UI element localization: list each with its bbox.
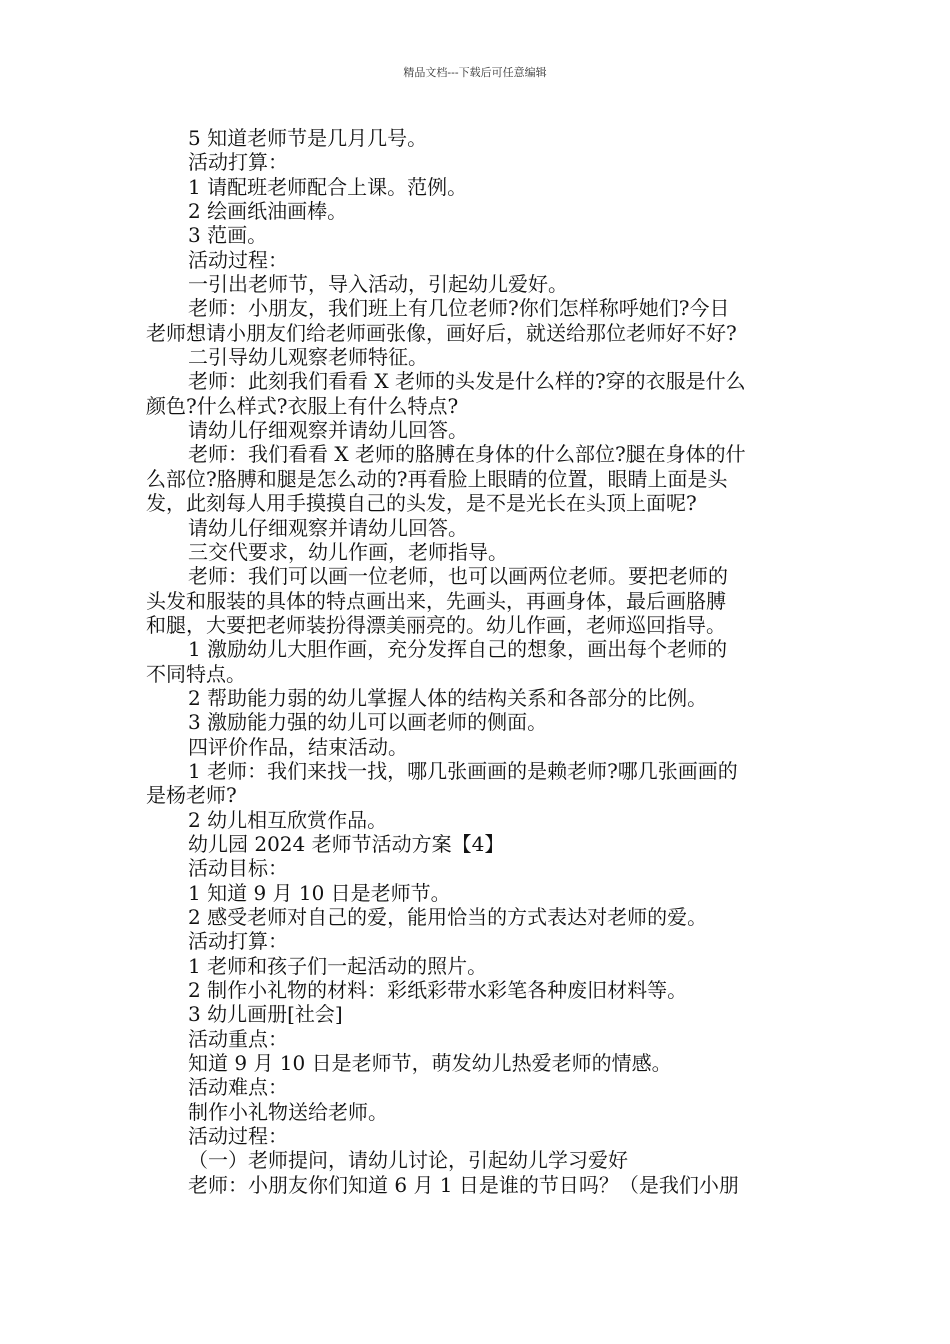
- text-line: 老师：我们看看 X 老师的胳膊在身体的什么部位?腿在身体的什: [188, 442, 746, 467]
- text-line: 请幼儿仔细观察并请幼儿回答。: [188, 515, 468, 540]
- text-line: 发，此刻每人用手摸摸自己的头发，是不是光长在头顶上面呢?: [146, 491, 697, 516]
- text-line: 老师想请小朋友们给老师画张像，画好后，就送给那位老师好不好?: [146, 320, 737, 345]
- text-line: 头发和服装的具体的特点画出来，先画头，再画身体，最后画胳膊: [146, 588, 726, 613]
- text-line: 活动目标：: [188, 856, 288, 881]
- text-line: 2 感受老师对自己的爱，能用恰当的方式表达对老师的爱。: [188, 905, 708, 929]
- text-line: 活动打算：: [188, 150, 288, 175]
- text-line: 1 知道 9 月 10 日是老师节。: [188, 880, 451, 905]
- text-line: 么部位?胳膊和腿是怎么动的?再看脸上眼睛的位置，眼睛上面是头: [146, 466, 728, 491]
- text-line: 2 幼儿相互欣赏作品。: [188, 807, 388, 832]
- text-line: 老师：小朋友，我们班上有几位老师?你们怎样称呼她们?今日: [188, 296, 730, 321]
- text-line: 1 请配班老师配合上课。范例。: [188, 174, 468, 199]
- text-line: 活动重点：: [188, 1026, 288, 1051]
- text-line: 3 激励能力强的幼儿可以画老师的侧面。: [188, 710, 548, 735]
- text-line: 二引导幼儿观察老师特征。: [188, 345, 428, 370]
- text-line: 2 帮助能力弱的幼儿掌握人体的结构关系和各部分的比例。: [188, 685, 708, 710]
- text-line: 老师：此刻我们看看 X 老师的头发是什么样的?穿的衣服是什么: [188, 369, 746, 394]
- page-header: 精品文档---下载后可任意编辑: [403, 66, 547, 79]
- text-line: 请幼儿仔细观察并请幼儿回答。: [188, 418, 468, 443]
- text-line: 活动过程：: [188, 1124, 288, 1149]
- text-line: 活动过程：: [188, 247, 288, 272]
- text-line: 制作小礼物送给老师。: [188, 1099, 388, 1124]
- text-line: 活动打算：: [188, 929, 288, 954]
- text-line: 一引出老师节，导入活动，引起幼儿爱好。: [188, 272, 568, 297]
- text-line: 1 老师和孩子们一起活动的照片。: [188, 953, 488, 978]
- text-line: 幼儿园 2024 老师节活动方案【4】: [188, 831, 505, 856]
- text-line: 三交代要求，幼儿作画，老师指导。: [188, 539, 508, 564]
- text-line: 不同特点。: [146, 661, 246, 686]
- text-line: 5 知道老师节是几月几号。: [188, 126, 428, 150]
- text-line: 老师：小朋友你们知道 6 月 1 日是谁的节日吗？（是我们小朋: [188, 1172, 739, 1197]
- text-line: 1 老师：我们来找一找，哪几张画画的是赖老师?哪几张画画的: [188, 758, 738, 783]
- text-line: 1 激励幼儿大胆作画，充分发挥自己的想象，画出每个老师的: [188, 637, 728, 662]
- text-line: 2 绘画纸油画棒。: [188, 199, 348, 224]
- text-line: 2 制作小礼物的材料：彩纸彩带水彩笔各种废旧材料等。: [188, 978, 688, 1003]
- text-line: 和腿，大要把老师装扮得漂美丽亮的。幼儿作画，老师巡回指导。: [146, 612, 726, 637]
- text-line: 颜色?什么样式?衣服上有什么特点?: [146, 393, 459, 418]
- text-line: 知道 9 月 10 日是老师节，萌发幼儿热爱老师的情感。: [188, 1051, 672, 1076]
- text-line: 3 范画。: [188, 223, 268, 248]
- text-line: 3 幼儿画册[社会]: [188, 1002, 343, 1027]
- document-body: [146, 126, 814, 1197]
- text-line: 是杨老师?: [146, 783, 237, 808]
- text-line: 四评价作品，结束活动。: [188, 734, 408, 759]
- text-line: 活动难点：: [188, 1075, 288, 1100]
- text-line: （一）老师提问，请幼儿讨论，引起幼儿学习爱好: [188, 1148, 628, 1173]
- text-line: 老师：我们可以画一位老师，也可以画两位老师。要把老师的: [188, 564, 728, 589]
